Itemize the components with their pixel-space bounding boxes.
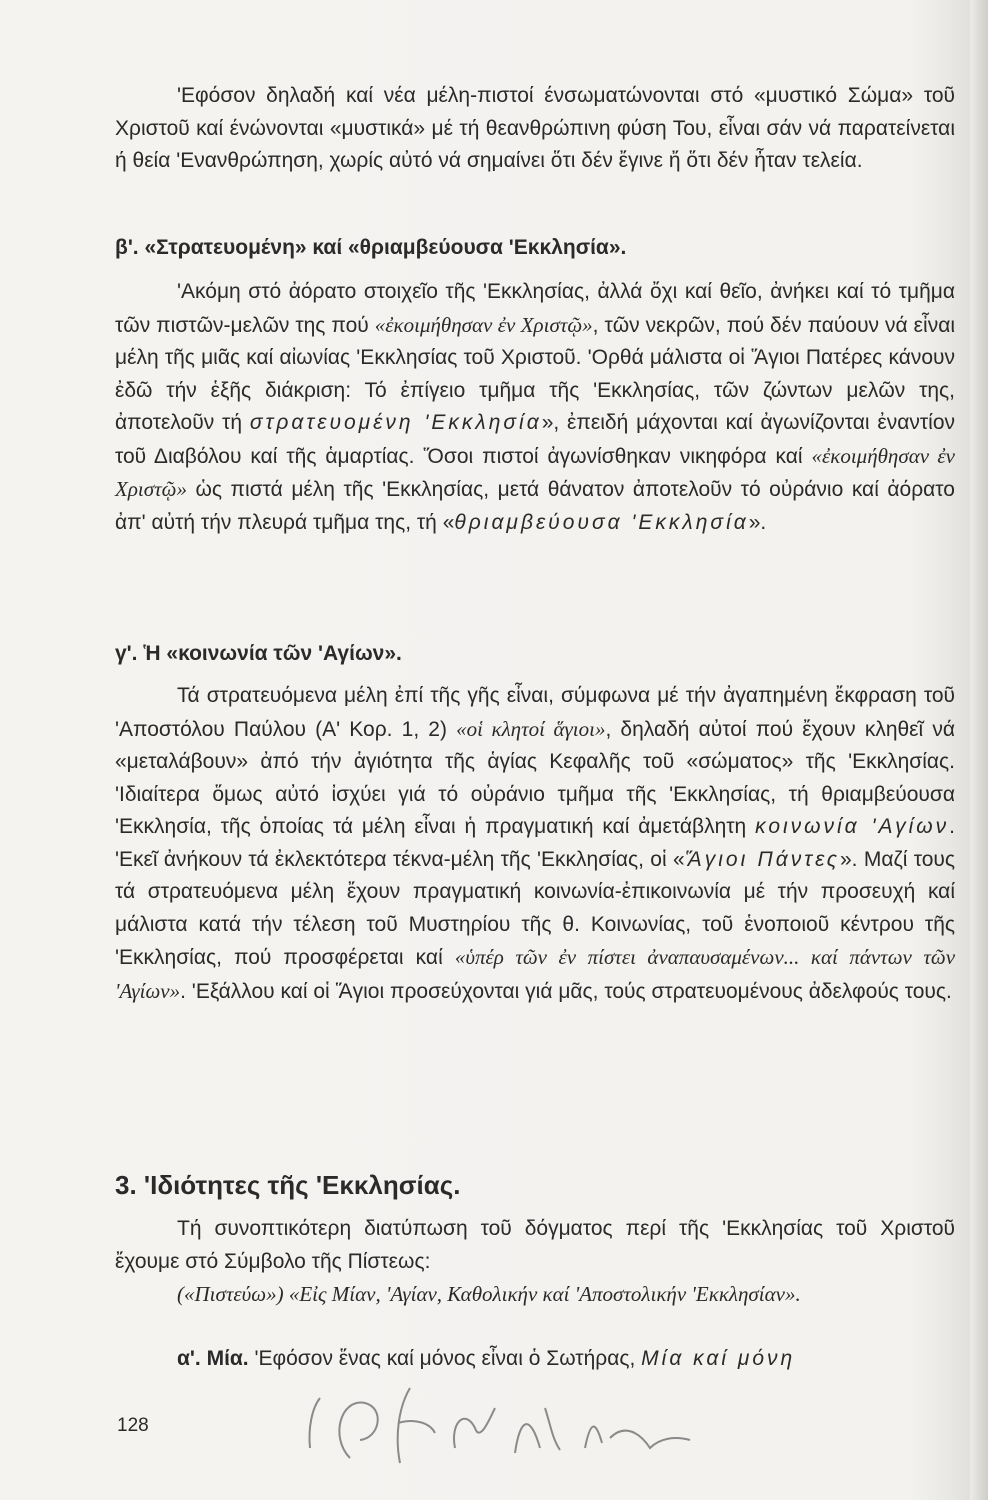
handwritten-annotation (290, 1378, 710, 1473)
p2-d: ὡς πιστά μέλη τῆς 'Εκκλησίας, μετά θάνατον ἀποτελοῦν τό οὐράνιο καί ἀόρατο ἀπ' αὐτή τήν πλευρά τμῆμα της, τή « (115, 478, 955, 534)
p3-d: ». Μαζί τους τά στρατευόμενα μέλη ἔχουν πραγματική κοινωνία-ἐπικοινωνία μέ τήν προσευχή καί μάλιστα κατά τήν τέλεση τοῦ Μυστηρίου τῆς θ. Κοινωνίας, τοῦ ἑνοποιοῦ κέντρου τῆς 'Εκκλησίας, πού προσφέρεται καί (115, 847, 956, 969)
p2-quote-2: «ἐκοιμήθησαν ἐν Χριστῷ» (115, 443, 955, 501)
heading-b-text: β'. «Στρατευομένη» καί «θριαμβεύουσα 'Εκκλησία». (115, 236, 627, 259)
p3-c: . 'Εκεῖ ἀνήκουν τά ἐκλεκτότερα τέκνα-μέλη τῆς 'Εκκλησίας, οἱ « (115, 815, 956, 871)
p2-b: , τῶν νεκρῶν, πού δέν παύουν νά εἶναι μέλη τῆς μιᾶς καί αἰωνίας 'Εκκλησίας τοῦ Χριστοῦ. 'Ορθά μάλιστα οἱ Ἅγιοι Πατέρες κάνουν ἐδῶ τήν ἑξῆς διάκριση: Τό ἐπίγειο τμῆμα τῆς 'Εκκλησίας, τῶν ζώντων μελῶν της, ἀποτελοῦν τή (115, 313, 955, 434)
section-heading-3 (115, 1170, 955, 1201)
p3-a: Τά στρατευόμενα μέλη ἐπί τῆς γῆς εἶναι, σύμφωνα μέ τήν ἀγαπημένη ἔκφραση τοῦ 'Αποστόλου Παύλου (Α' Κορ. 1, 2) (115, 684, 955, 741)
heading-c (115, 642, 955, 666)
p3-spaced-1: κοινωνία 'Αγίων (755, 815, 950, 838)
p3-b: , δηλαδή αὐτοί πού ἔχουν κληθεῖ νά «μεταλάβουν» ἀπό τήν ἁγιότητα τῆς ἁγίας Κεφαλῆς τοῦ «σώματος» τῆς 'Εκκλησίας. 'Ιδιαίτερα ὅμως αὐτό ἰσχύει γιά τό οὐράνιο τμῆμα τῆς 'Εκκλησίας, τή θριαμβεύουσα 'Εκκλησία, τῆς ὁποίας τά μέλη εἶναι ἡ πραγματική καί ἀμετάβλητη (115, 717, 955, 838)
p3-spaced-2: Ἅγιοι Πάντες (684, 847, 840, 871)
paragraph-2 (115, 276, 955, 539)
p3-quote-1: «οἱ κλητοί ἅγιοι» (456, 716, 606, 741)
p6-text: 'Εφόσον ἕνας καί μόνος εἶναι ὁ Σωτήρας, (248, 1347, 642, 1370)
paragraph-4 (115, 1213, 955, 1278)
paragraph-1 (115, 80, 955, 178)
p2-spaced-1: στρατευομένη 'Εκκλησία (249, 411, 542, 434)
creed-quote: («Πιστεύω») «Εἰς Μίαν, 'Αγίαν, Καθολικήν καί 'Αποστολικήν 'Εκκλησίαν». (177, 1282, 801, 1306)
p6-label: α'. Μία. (177, 1347, 249, 1370)
paragraph-5 (115, 1278, 955, 1312)
p2-spaced-2: θριαμβεύουσα 'Εκκλησία (454, 510, 749, 534)
paragraph-6 (115, 1343, 955, 1376)
p2-c: », ἐπειδή μάχονται καί ἀγωνίζονται ἐναντίον τοῦ Διαβόλου καί τῆς ἁμαρτίας. Ὅσοι πιστοί ἀγωνίσθηκαν νικηφόρα καί (115, 411, 955, 468)
paragraph-1-text: 'Εφόσον δηλαδή καί νέα μέλη-πιστοί ένσωματώνονται στό «μυστικό Σώμα» τοῦ Χριστοῦ καί ένώνονται «μυστικά» μέ τή θεανθρώπινη φύση Του, εἶναι σάν νά παρατείνεται ή θεία 'Ενανθρώπηση, χωρίς αὐτό νά σημαίνει ὅτι δέν ἔγινε ἤ ὅτι δέν ἦταν τελεία. (115, 84, 955, 172)
p6-spaced: Μία καί μόνη (641, 1347, 796, 1370)
p4-text: Τή συνοπτικότερη διατύπωση τοῦ δόγματος περί τῆς 'Εκκλησίας τοῦ Χριστοῦ ἔχουμε στό Σύμβολο τῆς Πίστεως: (115, 1217, 955, 1273)
p2-a: 'Ακόμη στό ἀόρατο στοιχεῖο τῆς 'Εκκλησίας, ἀλλά ὄχι καί θεῖο, ἀνήκει καί τό τμῆμα τῶν πιστῶν-μελῶν της πού (115, 280, 955, 337)
heading-b (115, 236, 955, 260)
p3-e: . 'Εξάλλου καί οἱ Ἅγιοι προσεύχονται γιά μᾶς, τούς στρατευομένους ἀδελφούς τους. (180, 979, 952, 1003)
heading-c-text: γ'. Ἡ «κοινωνία τῶν 'Αγίων». (115, 642, 402, 665)
page-number: 128 (117, 1415, 149, 1436)
p2-quote-1: «ἐκοιμήθησαν ἐν Χριστῷ» (374, 312, 593, 337)
paragraph-3 (115, 680, 955, 1008)
page-edge-shadow (970, 0, 988, 1500)
p3-quote-2: «ὑπέρ τῶν ἐν πίστει ἀναπαυσαμένων... καί πάντων τῶν 'Αγίων» (115, 945, 956, 1003)
p2-e: ». (748, 510, 767, 534)
section-heading-3-text: 3. 'Ιδιότητες τῆς 'Εκκλησίας. (115, 1170, 461, 1200)
